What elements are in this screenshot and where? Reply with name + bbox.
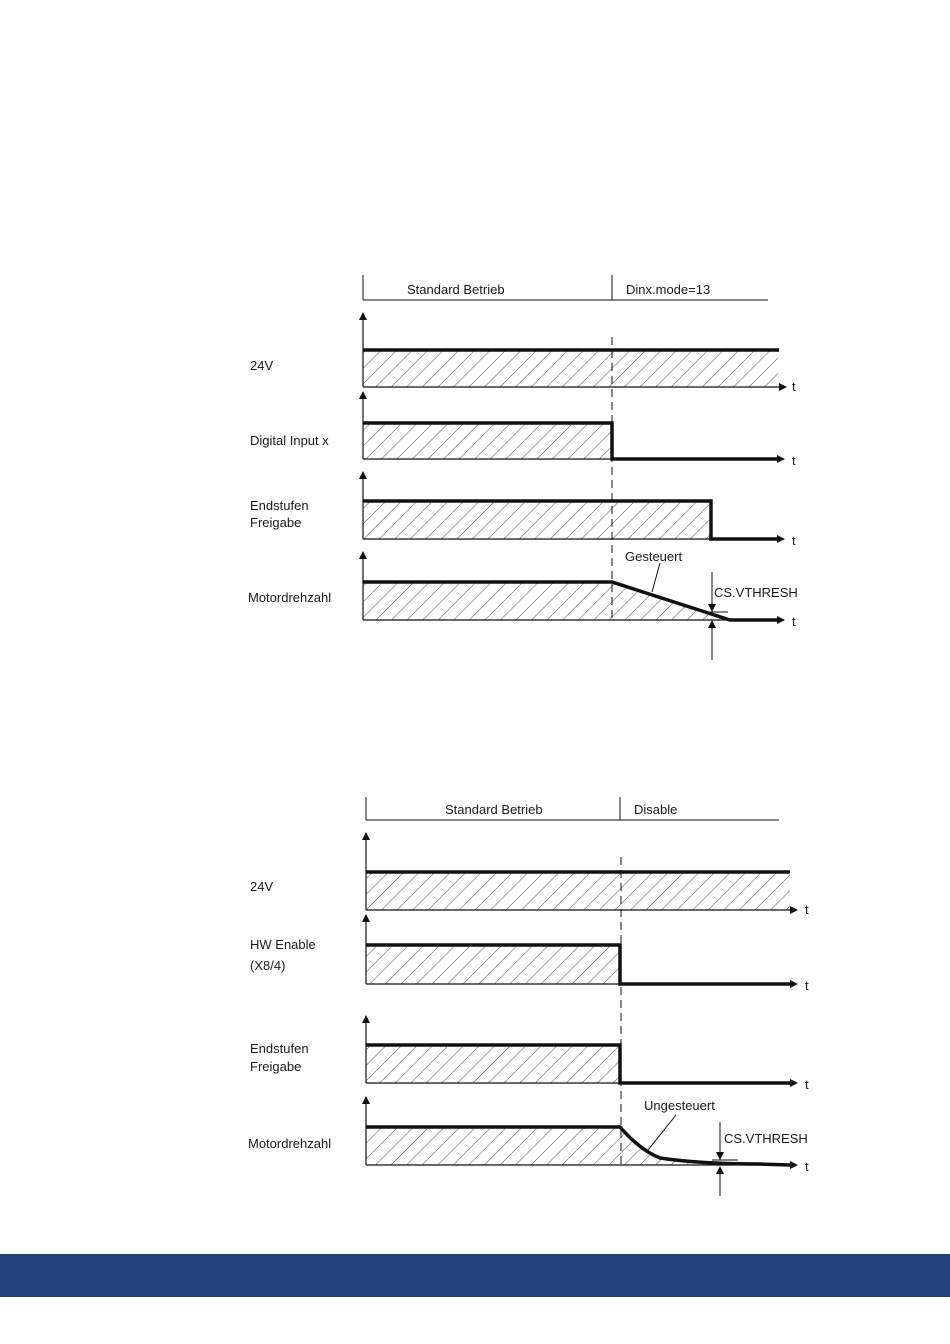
hatch-area (366, 1127, 760, 1165)
phase-header-2 (366, 797, 779, 820)
time-label: t (792, 453, 796, 468)
threshold-label: CS.VTHRESH (724, 1131, 808, 1146)
signal-row-endstufen (250, 1016, 809, 1092)
signal-row-hw-enable (250, 915, 809, 993)
phase-standard-label: Standard Betrieb (445, 802, 543, 817)
time-label: t (792, 614, 796, 629)
threshold-label: CS.VTHRESH (714, 585, 798, 600)
annotation-leader (652, 563, 660, 592)
time-label: t (805, 1077, 809, 1092)
label-endstufen: Endstufen (250, 1041, 309, 1056)
phase-disable-label: Disable (634, 802, 678, 817)
annotation-gesteuert: Gesteuert (625, 549, 683, 564)
label-x8-4: (X8/4) (250, 958, 286, 973)
signal-row-24v (250, 833, 809, 917)
phase-standard-label: Standard Betrieb (407, 282, 505, 297)
label-motordrehzahl: Motordrehzahl (248, 590, 332, 605)
signal-row-digital-input (250, 392, 796, 468)
time-label: t (805, 1159, 809, 1174)
label-freigabe: Freigabe (250, 515, 302, 530)
signal-row-motordrehzahl (248, 549, 798, 660)
time-label: t (792, 533, 796, 548)
time-label: t (792, 379, 796, 394)
hatch-area (366, 945, 620, 984)
phase-dinx-label: Dinx.mode=13 (626, 282, 711, 297)
footer-bar (0, 1254, 950, 1297)
signal-row-24v (250, 313, 796, 394)
label-endstufen: Endstufen (250, 498, 309, 513)
diagram-2 (248, 797, 809, 1196)
label-24v: 24V (250, 879, 274, 894)
annotation-ungesteuert: Ungesteuert (644, 1098, 715, 1113)
signal-row-endstufen (250, 472, 796, 548)
label-hw-enable: HW Enable (250, 937, 316, 952)
label-24v: 24V (250, 358, 274, 373)
annotation-leader (648, 1115, 676, 1150)
phase-header-1 (363, 275, 768, 300)
hatch-area (366, 1045, 620, 1083)
label-digital-input: Digital Input x (250, 433, 329, 448)
label-freigabe: Freigabe (250, 1059, 302, 1074)
time-label: t (805, 978, 809, 993)
signal-row-motordrehzahl (248, 1097, 809, 1196)
time-label: t (805, 902, 809, 917)
hatch-area (363, 423, 612, 459)
hatch-area (363, 501, 711, 539)
diagram-1 (248, 275, 798, 660)
hatch-area (366, 872, 790, 910)
hatch-area (363, 350, 778, 387)
label-motordrehzahl: Motordrehzahl (248, 1136, 332, 1151)
